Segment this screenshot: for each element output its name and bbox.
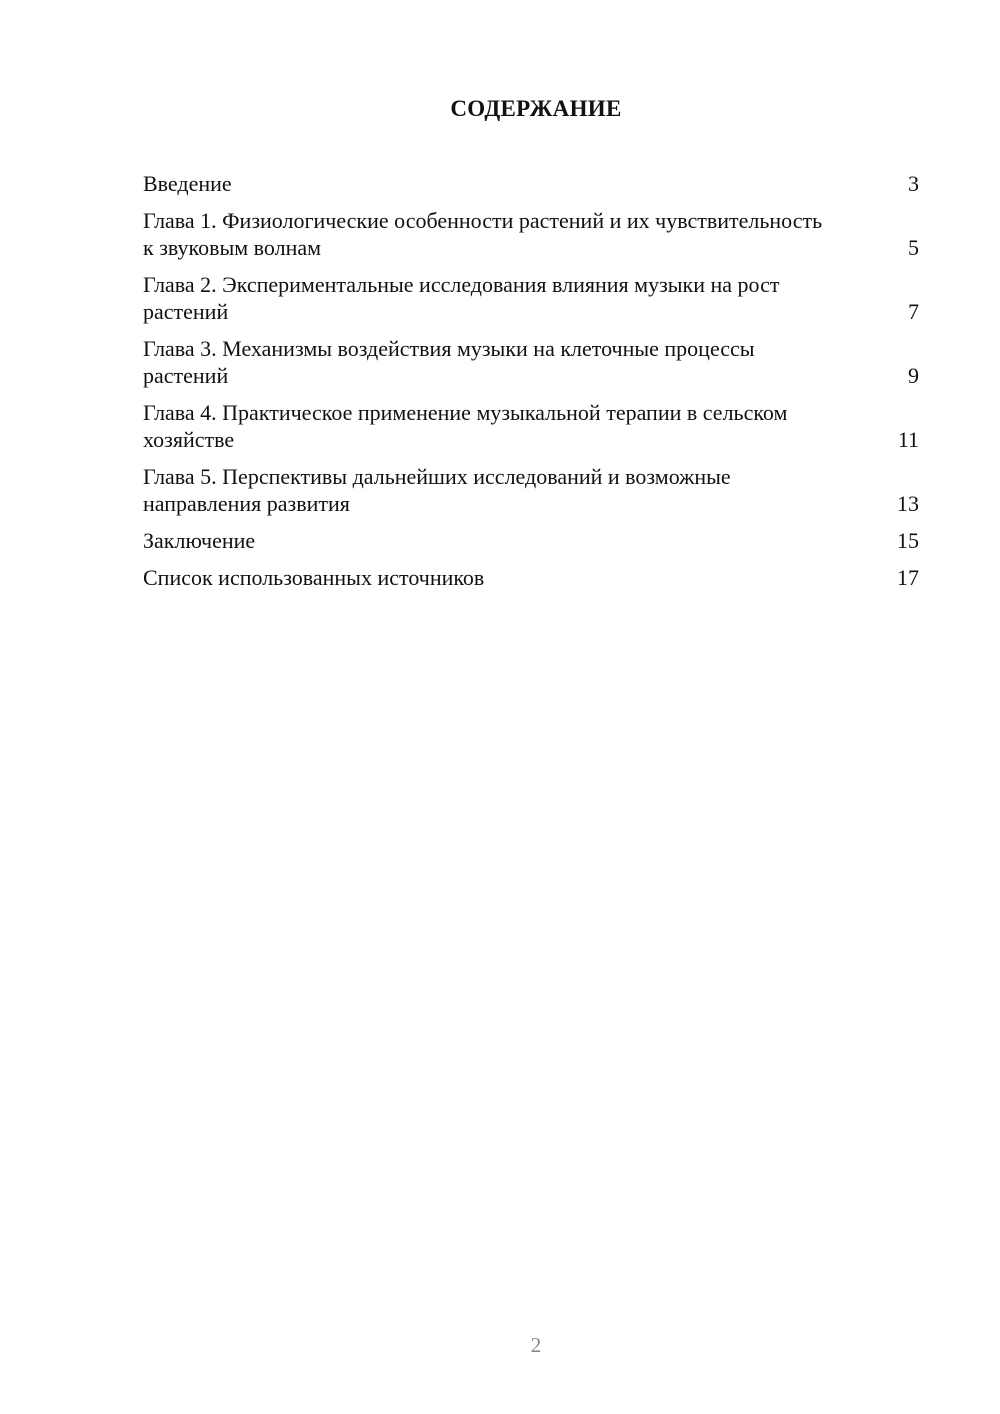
- toc-entry-label: Глава 1. Физиологические особенности растений и их чувствительность к звуковым волнам: [143, 208, 823, 260]
- page-number: 2: [530, 1333, 542, 1357]
- toc-entry-chapter-1[interactable]: [143, 207, 919, 261]
- page-title: СОДЕРЖАНИЕ: [450, 96, 622, 121]
- toc-entry-label: Список использованных источников: [143, 565, 485, 590]
- toc-entry-page: 9: [908, 363, 919, 388]
- toc-entry-label: Глава 4. Практическое применение музыкальной терапии в сельском хозяйстве: [143, 400, 788, 452]
- toc-entry-label: Глава 2. Экспериментальные исследования влияния музыки на рост растений: [143, 272, 780, 324]
- toc-entry-chapter-5[interactable]: [143, 463, 919, 517]
- toc-entry-page: 11: [897, 427, 919, 452]
- toc-entry-page: 15: [897, 528, 919, 553]
- toc-entry-introduction[interactable]: [143, 170, 919, 197]
- toc-entry-page: 5: [908, 235, 919, 260]
- toc-entry-label: Глава 3. Механизмы воздействия музыки на клеточные процессы растений: [143, 336, 755, 388]
- table-of-contents: [143, 170, 919, 601]
- toc-entry-label: Введение: [143, 171, 232, 196]
- toc-entry-chapter-3[interactable]: [143, 335, 919, 389]
- toc-entry-chapter-4[interactable]: [143, 399, 919, 453]
- toc-entry-conclusion[interactable]: [143, 527, 919, 554]
- toc-entry-page: 13: [897, 491, 919, 516]
- toc-entry-page: 3: [908, 171, 919, 196]
- toc-entry-chapter-2[interactable]: [143, 271, 919, 325]
- toc-entry-label: Глава 5. Перспективы дальнейших исследований и возможные направления развития: [143, 464, 731, 516]
- toc-entry-label: Заключение: [143, 528, 256, 553]
- toc-entry-references[interactable]: [143, 564, 919, 591]
- toc-entry-page: 17: [897, 565, 919, 590]
- toc-entry-page: 7: [908, 299, 919, 324]
